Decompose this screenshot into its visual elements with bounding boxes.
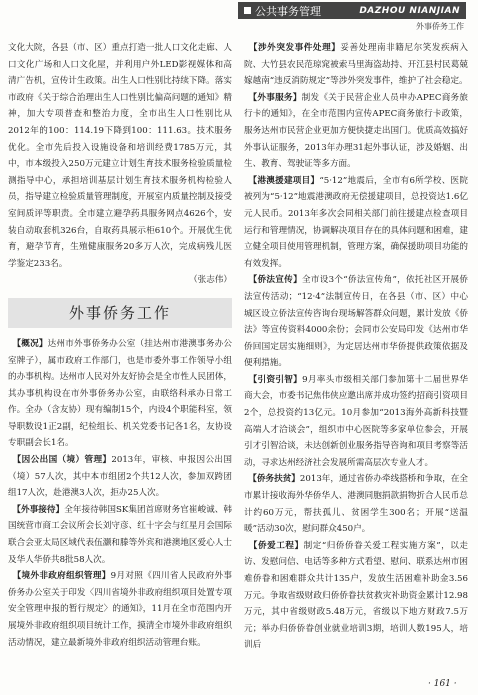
overview-text: 达州市外事侨务办公室（挂达州市港澳事务办公室牌子），属市政府工作部门，也是市委外事工作领导小组的办事机构。达州市人民对外友好协会是全市性人民团体，其办事机构设在市外事侨务办公室，由联络科承办日常工作。全办（含友协）现有编制15个，内设4个职能科室，领导职数设1正2副，纪检组长、机关党委书记各1名，友协设专职副会长1名。 xyxy=(8,338,232,449)
right-column xyxy=(244,40,468,654)
incident-tag: 【涉外突发事件处理】 xyxy=(253,43,341,53)
ngo-tag: 【境外非政府组织管理】 xyxy=(16,571,111,582)
aid-paragraph xyxy=(244,173,468,273)
reception-tag: 【外事接待】 xyxy=(16,504,65,515)
poverty-tag: 【侨务扶贫】 xyxy=(252,474,300,485)
page-number: · 161 · xyxy=(428,679,457,689)
poverty-text: 2013年，通过省侨办牵线搭桥和争取，在全市累计接收海外华侨华人、港澳同胞捐款捐物折合人民币总计约60万元，帮扶孤儿、贫困学生300名；开展“送温暖”活动30次，慰问群众450户。 xyxy=(244,474,468,535)
investment-tag: 【引资引智】 xyxy=(252,374,303,385)
law-tag: 【侨法宣传】 xyxy=(252,275,302,286)
service-tag: 【外事服务】 xyxy=(252,92,302,103)
overview-tag: 【概况】 xyxy=(16,338,48,349)
header-section xyxy=(244,3,321,19)
incident-paragraph xyxy=(244,40,468,90)
service-text: 制发《关于民营企业人员申办APEC商务旅行卡的通知》，在全市范围内宣传APEC商务旅行卡政策，服务达州市民营企业更加方便快捷走出国门。优质高效搞好外事认证服务，2013年办理31起外事认证，涉及婚姻、出生、教育、驾驶证等多方面。 xyxy=(244,92,469,170)
ngo-text: 9月对照《四川省人民政府外事侨务办公室关于印发〈四川省境外非政府组织项目处置专项安全管理申报的暂行规定〉的通知》，11月在全市范围内开展境外非政府组织项目统计工作，摸清全市境外非政府组织活动情况，建立最新境外非政府组织活动管理台账。 xyxy=(8,571,233,648)
service-paragraph xyxy=(244,90,468,173)
header-section-label: 公共事务管理 xyxy=(255,4,321,18)
reception-text: 全年接待韩国SK集团首席财务官崔峻诚、韩国统营市商工会议所会长刘守彦、红十字会与红星月会国际联合会亚太局区域代表伍灏和滕等外宾和港澳地区爱心人士及华人华侨共8批58人次。 xyxy=(8,504,232,565)
square-bullet-icon xyxy=(244,7,251,14)
incident-text: 妥善处理南非籍尼尔笑发疾病入院、大竹县农民范琼窕被索马里海盗劫持、开江县村民葛兢嫁越南“违反消防规定”等涉外突发事件，维护了社会稳定。 xyxy=(244,43,468,87)
aid-tag: 【港澳援建项目】 xyxy=(252,175,320,186)
care-paragraph xyxy=(244,538,468,654)
care-text: 制定“归侨侨眷关爱工程实施方案”，以走访、发慰问信、电话等多种方式看望、慰问、联系达州市困难侨眷和困难群众共计135户，发放生活困难补助金3.56万元。争取省级财政归侨侨眷扶贫救灾补助资金累计12.98万元，其中省级财政5.48万元，省级以下地方财政7.5万元；举办归侨侨眷创业就业培训3期，培训人数195人，培训后 xyxy=(244,540,468,651)
law-paragraph xyxy=(244,272,468,372)
ngo-paragraph xyxy=(8,568,232,651)
abroad-text: 2013年，审核、申报因公出国（境）57人次，其中本市组团2个共12人次，参加双跨团组17人次，赴港澳3人次，拒办25人次。 xyxy=(8,455,232,499)
poverty-paragraph xyxy=(244,471,468,537)
reception-paragraph xyxy=(8,502,232,568)
investment-paragraph xyxy=(244,372,468,472)
running-header xyxy=(238,2,466,19)
care-tag: 【侨爱工程】 xyxy=(253,540,304,551)
abroad-tag: 【因公出国（境）管理】 xyxy=(16,455,112,466)
abroad-paragraph xyxy=(8,452,232,502)
intro-paragraph: 文化大院，各县（市、区）重点打造一批人口文化走廊、人口文化广场和人口文化屋，并利用户外LED影视媒体和高清广告机，宣传计生政策。出生人口性别比持续下降。落实市政府《关于综合治理出生人口性别比偏高问题的通知》精神，加大专项普查和整治力度，全市出生人口性别比从2012年的100：114.19下降到100：111.63。技术服务优化。全市先后投入设施设备和培训经费1785万元，其中，市本级投入250万元建立计划生育技术服务检验质量检测指导中心，承担培训基层计划生育技术服务机构检验人员，指导建立检验质量管理制度，开展室内质量控制及接受室间质评等职责。全市建立避孕药具服务网点4626个，安装自动取套机326台，自取药具展示柜610个。开展优生优育，避孕节育，生殖健康服务20多万人次，完成病残儿医学鉴定233名。 xyxy=(8,43,232,269)
left-column xyxy=(8,40,232,651)
aid-text: “5·12”地震后，全市有6所学校、医院被列为“5·12”地震港澳政府无偿援建项目，总投资达1.6亿元人民币。2013年多次会同相关部门前往援建点检查项目运行和管理情况，协调解决项目存在的具体问题和困难，建立健全项目使用管理机制，管理方案，确保援助项目功能的有效发挥。 xyxy=(244,175,468,269)
journal-title: DAZHOU NIANJIAN xyxy=(359,5,460,16)
investment-text: 9月率头市级相关部门参加第十二届世界华商大会，市委书记焦伟侠应邀出席并成功签约招商引资项目2个，总投资约13亿元。10月参加“2013海外高新科技暨高端人才洽谈会”，组织市中心医院等多家单位参会，开展引才引智洽谈，未达创新创业服务指导咨询和项目考察等活动，寻求达州经济社会发展所需高层次专业人才。 xyxy=(244,374,469,468)
section-title: 外事侨务工作 xyxy=(8,298,232,328)
law-text: 全市设3个“侨法宣传角”，依托社区开展侨法宣传活动；“12·4”法制宣传日，在各县（市、区）中心城区设立侨法宣传咨询台现场解答群众问题，累计发放《侨法》等宣传资料4000余份；会同市公安局印发《达州市华侨回国定居实施细则》，为定居达州市华侨提供政策依据及便利措施。 xyxy=(244,275,468,369)
author-signature: （张志伟） xyxy=(189,275,232,286)
subsection-label: 外事侨务工作 xyxy=(416,22,464,31)
overview-paragraph xyxy=(8,336,232,452)
